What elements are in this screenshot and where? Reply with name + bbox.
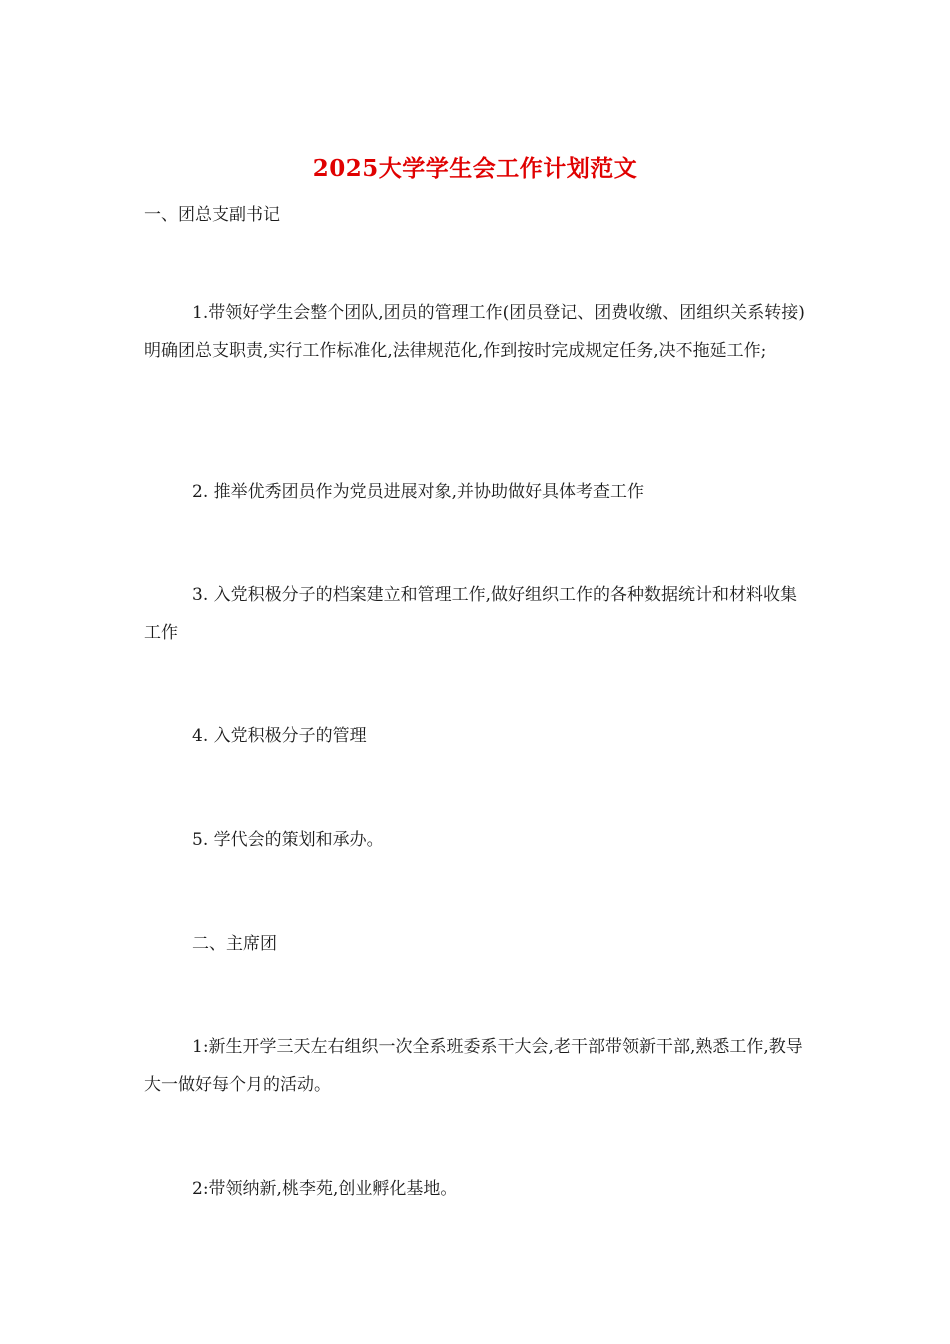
section2-item-2: 2:带领纳新,桃李苑,创业孵化基地。 [192,1179,458,1199]
document-title: 2025大学学生会工作计划范文 [312,155,638,182]
section2-item-1: 1:新生开学三天左右组织一次全系班委系干大会,老干部带领新干部,熟悉工作,教导大一做好每个月的活动。 [144,1037,803,1095]
section1-item-1: 1.带领好学生会整个团队,团员的管理工作(团员登记、团费收缴、团组织关系转接)明确团总支职责,实行工作标准化,法律规范化,作到按时完成规定任务,决不拖延工作; [144,303,805,361]
section1-item-2: 2. 推举优秀团员作为党员进展对象,并协助做好具体考查工作 [192,482,645,502]
section-heading-2: 二、主席团 [192,934,277,954]
section1-item-5: 5. 学代会的策划和承办。 [192,830,384,850]
section1-item-3: 3. 入党积极分子的档案建立和管理工作,做好组织工作的各种数据统计和材料收集工作 [144,585,798,643]
section-heading-1: 一、团总支副书记 [144,205,280,225]
section1-item-4: 4. 入党积极分子的管理 [192,726,367,746]
